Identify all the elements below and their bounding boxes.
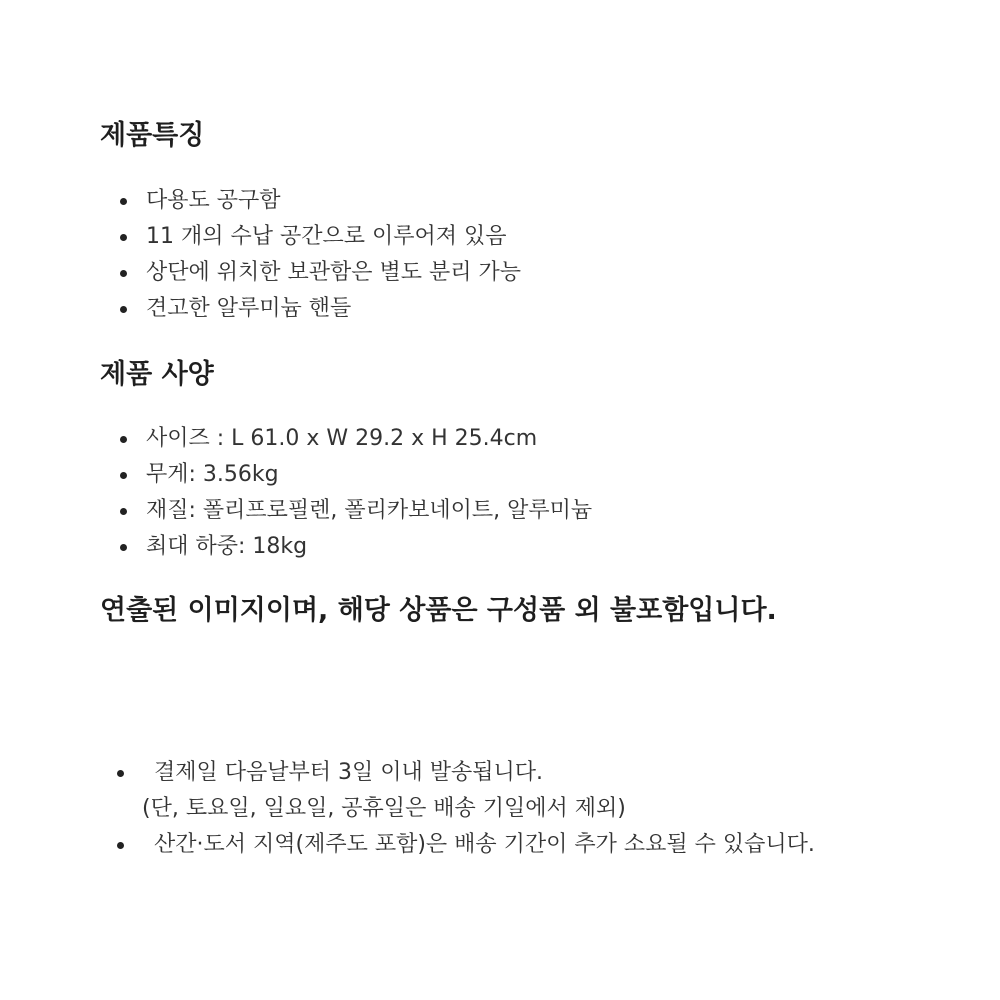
feature-item: 상단에 위치한 보관함은 별도 분리 가능 (100, 255, 521, 291)
shipping-notice-line: 산간·도서 지역(제주도 포함)은 배송 기간이 추가 소요될 수 있습니다. (154, 832, 815, 857)
shipping-notice-item (100, 827, 815, 863)
shipping-notice-line: 결제일 다음날부터 3일 이내 발송됩니다. (154, 760, 543, 785)
feature-item: 다용도 공구함 (100, 183, 521, 219)
spec-item: 재질: 폴리프로필렌, 폴리카보네이트, 알루미늄 (100, 493, 592, 529)
specs-list (100, 421, 592, 565)
spec-item: 최대 하중: 18kg (100, 529, 592, 565)
specs-title: 제품 사양 (100, 359, 214, 390)
feature-item: 11 개의 수납 공간으로 이루어져 있음 (100, 219, 521, 255)
disclaimer-text: 연출된 이미지이며, 해당 상품은 구성품 외 불포함입니다. (100, 595, 777, 626)
shipping-notice-list (100, 755, 815, 863)
spec-item: 사이즈 : L 61.0 x W 29.2 x H 25.4cm (100, 421, 592, 457)
feature-item: 견고한 알루미늄 핸들 (100, 291, 521, 327)
features-title: 제품특징 (100, 120, 205, 151)
shipping-notice-subline: (단, 토요일, 일요일, 공휴일은 배송 기일에서 제외) (142, 796, 626, 821)
features-list (100, 183, 521, 327)
spec-item: 무게: 3.56kg (100, 457, 592, 493)
shipping-notice-item (100, 755, 815, 827)
